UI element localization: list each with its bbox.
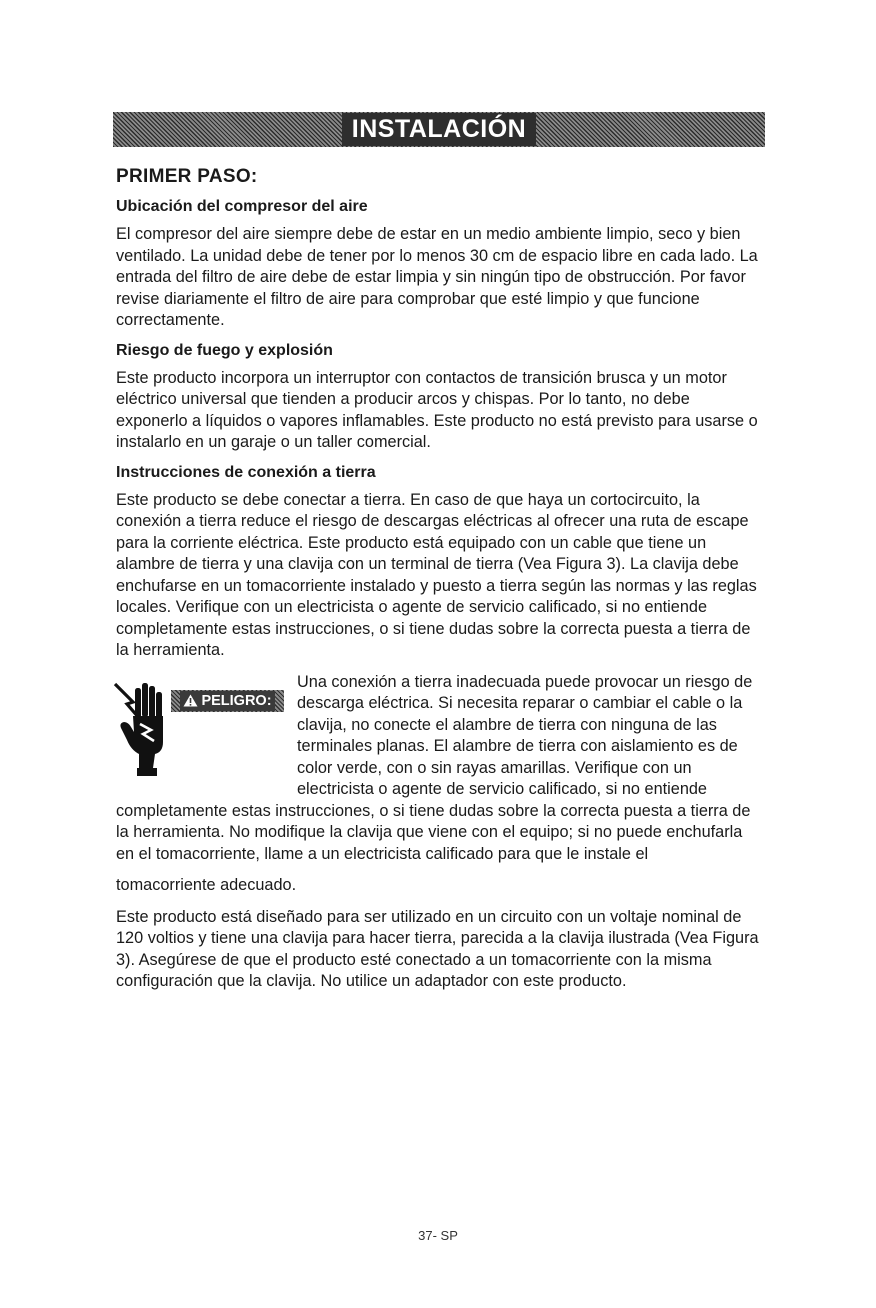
section-paragraph-grounding: Este producto se debe conectar a tierra. En caso de que haya un cortocircuito, la conexión a tierra reduce el riesgo de descargas eléctricas al ofrecer una ruta de escape para la corriente eléctrica. Este producto está equipado con un cable que tiene un alambre de tierra y una clavija con un terminal de tierra (Vea Figura 3). La clavija debe enchufarse en un tomacorriente instalado y puesto a tierra según las normas y las reglas locales. Verifique con un electricista o agente de servicio calificado, si no entiende completamente estas instrucciones, o si tiene dudas sobre la correcta puesta a tierra de la herramienta. [116,490,757,659]
page-number: 37- SP [418,1228,458,1243]
danger-figure [113,672,293,780]
section-banner [113,112,765,147]
danger-text: Una conexión a tierra inadecuada puede provocar un riesgo de descarga eléctrica. Si necesita reparar o cambiar el cable o la clavija, no conecte el alambre de tierra con ninguna de las terminales planas. El alambre de tierra con aislamiento es de color verde, con o sin rayas amarillas. Verifique con un electricista o agente de servicio calificado, si no entiende completamente estas instrucciones, o si tiene dudas sobre la correcta puesta a tierra de la herramienta. No modifique la clavija que viene con el equipo; si no puede enchufarla en el tomacorriente, llame a un electricista calificado para que le instale el [116,672,753,863]
content [116,166,764,1003]
section-heading-fire-risk: Riesgo de fuego y explosión [116,341,333,359]
step-title: PRIMER PASO: [116,166,258,187]
warning-triangle-icon [183,694,198,707]
section-paragraph-fire-risk: Este producto incorpora un interruptor con contactos de transición brusca y un motor eléctrico universal que tienden a producir arcos y chispas. Por lo tanto, no debe exponerlo a líquidos o vapores inflamables. Este producto no está previsto para usarse o instalarlo en un garaje o un taller comercial. [116,368,758,451]
danger-badge-label: PELIGRO: [201,692,272,709]
electric-shock-hand-icon [113,678,171,778]
continuation-text: tomacorriente adecuado. [116,876,297,894]
section-heading-location: Ubicación del compresor del aire [116,198,368,215]
final-paragraph: Este producto está diseñado para ser utilizado en un circuito con un voltaje nominal de 120 voltios y tiene una clavija para hacer tierra, parecida a la clavija ilustrada (Vea Figura 3). Asegúrese de que el producto esté conectado a un tomacorriente con la misma configuración que la clavija. No utilice un adaptador con este producto. [116,907,759,990]
banner-title: INSTALACIÓN [342,113,536,146]
section-heading-grounding: Instrucciones de conexión a tierra [116,463,376,481]
danger-warning [116,672,764,866]
section-paragraph-location: El compresor del aire siempre debe de estar en un medio ambiente limpio, seco y bien ventilado. La unidad debe de tener por lo menos 30 cm de espacio libre en cada lado. La entrada del filtro de aire debe de estar limpia y sin ningún tipo de obstrucción. Por favor revise diariamente el filtro de aire para comprobar que esté limpio y que funcione correctamente. [116,225,758,329]
danger-badge [171,690,284,712]
